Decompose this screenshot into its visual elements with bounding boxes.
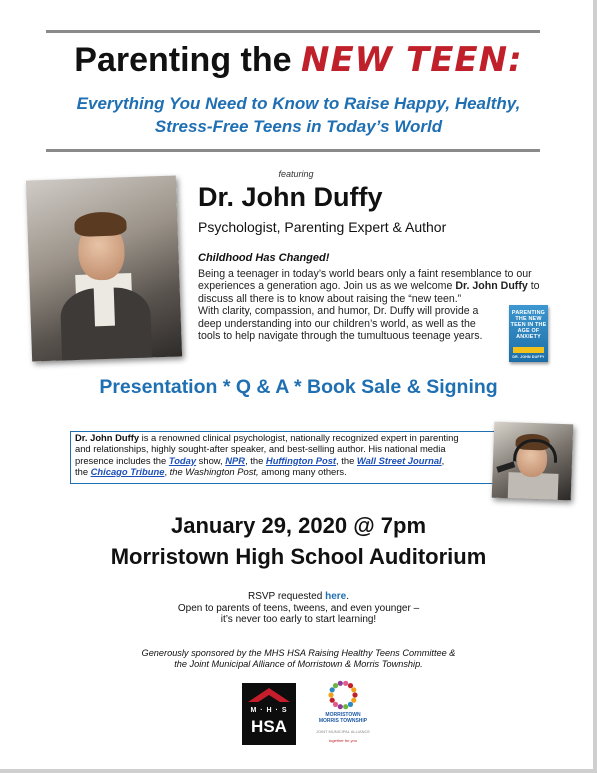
description-line: With clarity, compassion, and humor, Dr. Duffy will provide a: [198, 305, 479, 318]
subtitle-line-2: Stress-Free Teens in Today’s World: [154, 117, 443, 136]
radio-photo: [492, 422, 574, 501]
event-details: [0, 510, 597, 572]
link-wall-street-journal[interactable]: Wall Street Journal: [356, 454, 442, 466]
book-cover-image: [509, 305, 548, 362]
presentation-banner: Presentation * Q & A * Book Sale & Signing: [99, 376, 498, 398]
person-figure: [343, 681, 348, 686]
book-stripe: [513, 347, 544, 353]
speaker-photo: [26, 175, 182, 361]
event-venue: Morristown High School Auditorium: [110, 544, 487, 569]
page-title: [0, 40, 597, 80]
book-title: PARENTING THE NEW TEEN IN THE AGE OF ANXIETY: [510, 310, 547, 340]
person-figure: [328, 692, 333, 697]
book-author: DR. JOHN DUFFY: [512, 355, 545, 359]
person-figure: [352, 692, 357, 697]
person-figure: [343, 704, 348, 709]
rsvp-line-2: Open to parents of teens, tweens, and even younger –: [177, 602, 420, 614]
bio-text: Dr. John Duffy is a renowned clinical psychologist, nationally recognized expert in parenting and relationships, highly sought-after speaker, and best-selling author. His national media presence includes the Today show, NPR, the Huffington Post, the Wall Street Journal, the Chicago Tribune, the Washington Post, among many others.: [75, 432, 459, 477]
sponsor-text: Generously sponsored by the MHS HSA Raising Healthy Teens Committee & the Joint Municipal Alliance of Morristown & Morris Township.: [141, 648, 456, 669]
link-today[interactable]: Today: [168, 454, 197, 466]
mhs-hsa-logo: M · H · S HSA: [242, 683, 296, 745]
link-npr[interactable]: NPR: [225, 454, 246, 466]
bio-name: Dr. John Duffy: [75, 432, 140, 443]
person-figure: [338, 704, 343, 709]
top-divider: [46, 30, 540, 33]
description-line: tools to help navigate through the tumultuous teenage years.: [198, 330, 483, 343]
person-figure: [348, 702, 353, 707]
person-figure: [333, 702, 338, 707]
speaker-name: Dr. John Duffy: [198, 182, 383, 212]
description-line: discuss all there is to know about raising the “new teen.”: [198, 292, 462, 305]
rsvp-block: RSVP requested here. Open to parents of teens, tweens, and even younger – it’s never too early to start learning!: [0, 591, 597, 626]
person-figure: [338, 681, 343, 686]
description-line: deep understanding into our children’s world, as well as the: [198, 317, 476, 330]
description-text: [198, 268, 553, 342]
people-circle-icon: [310, 678, 376, 712]
subtitle-line-1: Everything You Need to Know to Raise Happy, Healthy,: [76, 94, 521, 113]
title-accent: NEW TEEN:: [300, 40, 523, 80]
person-figure: [348, 683, 353, 688]
person-figure: [351, 687, 356, 692]
page-border-bottom: [0, 769, 597, 773]
section-heading: Childhood Has Changed!: [198, 252, 330, 264]
morristown-alliance-logo: MORRISTOWN MORRIS TOWNSHIP JOINT MUNICIPAL ALLIANCE together for you: [310, 678, 376, 748]
rsvp-line-3: it’s never too early to start learning!: [220, 614, 377, 625]
subtitle: [40, 92, 557, 138]
subtitle-divider: [46, 149, 540, 152]
description-line: Being a teenager in today’s world bears only a faint resemblance to our: [198, 268, 532, 280]
link-chicago-tribune[interactable]: Chicago Tribune: [90, 465, 165, 477]
event-date-time: January 29, 2020 @ 7pm: [170, 513, 427, 538]
featuring-label: featuring: [278, 169, 314, 179]
person-figure: [333, 683, 338, 688]
title-main: Parenting the: [74, 41, 292, 79]
person-figure: [330, 698, 335, 703]
description-line: experiences a generation ago. Join us as we welcome Dr. John Duffy to: [198, 280, 540, 293]
rsvp-link[interactable]: here: [325, 591, 347, 602]
person-figure: [351, 698, 356, 703]
link-huffington-post[interactable]: Huffington Post: [265, 454, 337, 466]
person-figure: [330, 687, 335, 692]
speaker-role: Psychologist, Parenting Expert & Author: [198, 219, 447, 235]
